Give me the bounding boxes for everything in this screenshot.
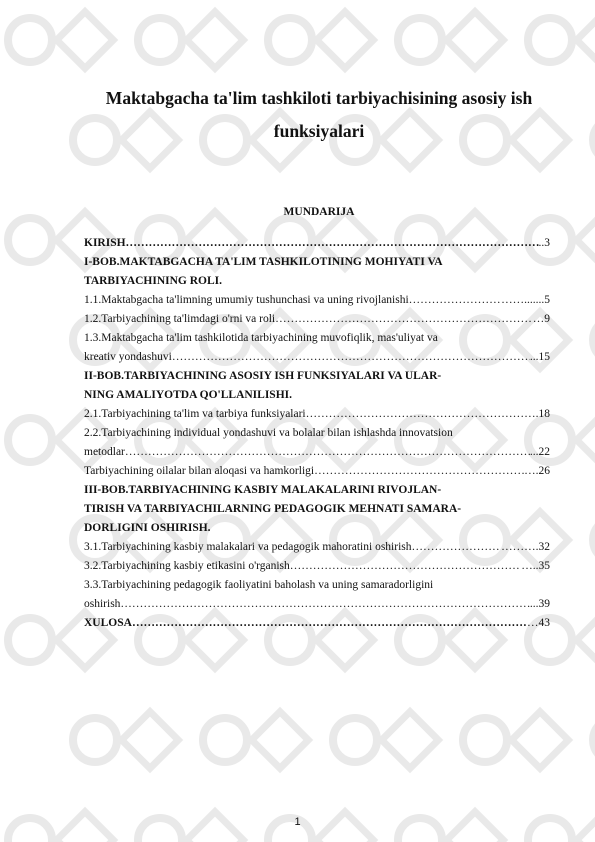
toc-entry [84,463,550,479]
page-number: 1 [294,816,301,828]
toc-entry [84,444,550,460]
toc-leader-dots [306,406,525,422]
document-title-line-2: funksiyalari [273,121,365,141]
toc-entry [84,387,550,403]
toc-entry [84,501,550,517]
toc-entry [84,406,550,422]
toc-entry-label: TIRISH VA TARBIYACHILARNING PEDAGOGIK MEHNATI SAMARA- [84,503,462,515]
toc-entry [84,615,550,631]
toc-entry-label: kreativ yondashuvi [84,351,172,363]
toc-entry [84,482,550,498]
toc-entry-label: 2.2.Tarbiyachining individual yondashuvi va bolalar bilan ishlashda innovatsion [84,427,453,439]
toc-entry-label: oshirish [84,598,121,610]
toc-entry [84,577,550,593]
toc-entry-label: 1.3.Maktabgacha ta'lim tashkilotida tarbiyachining muvofiqlik, mas'uliyat va [84,332,438,344]
toc-entry-page: ...22 [529,446,550,458]
toc-entry-page: …43 [527,617,550,629]
toc-entry-label: II-BOB.TARBIYACHINING ASOSIY ISH FUNKSIYALARI VA ULAR- [84,370,442,382]
toc-entry-label: Tarbiyachining oilalar bilan aloqasi va hamkorligi [84,465,315,477]
toc-entry [84,539,550,555]
toc-entry-label: I-BOB.MAKTABGACHA TA'LIM TASHKILOTINING MOHIYATI VA [84,256,443,268]
toc-leader-dots [412,539,502,555]
toc-entry-label: 3.2.Tarbiyachining kasbiy etikasini o'rganish [84,560,290,572]
toc-entry-page: …….......5 [501,294,550,306]
toc-entry [84,596,550,612]
toc-entry-label: TARBIYACHINING ROLI. [84,275,223,287]
toc-leader-dots [126,235,539,251]
toc-leader-dots [275,311,533,327]
toc-entry-page: ..3 [538,237,550,249]
toc-leader-dots [314,463,524,479]
toc-entry-label: 1.2.Tarbiyachining ta'limdagi o'rni va roli [84,313,276,325]
document-title-line-1: Maktabgacha ta'lim tashkiloti tarbiyachisining asosiy ish [105,88,533,108]
toc-leader-dots [132,615,527,631]
toc-entry-label: 3.3.Tarbiyachining pedagogik faoliyatini baholash va uning samaradorligini [84,579,434,591]
toc-leader-dots [290,558,521,574]
toc-entry [84,520,550,536]
toc-entry-label: 1.1.Maktabgacha ta'limning umumiy tushunchasi va uning rivojlanishi [84,294,409,306]
toc-entry [84,235,550,251]
toc-entry-page: ……….32 [501,541,550,553]
toc-entry-page: ...15 [529,351,550,363]
toc-entry [84,558,550,574]
toc-entry-label: III-BOB.TARBIYACHINING KASBIY MALAKALARINI RIVOJLAN- [84,484,442,496]
toc-entry-label: 3.1.Tarbiyachining kasbiy malakalari va pedagogik mahoratini oshirish [84,541,412,553]
toc-entry [84,273,550,289]
toc-entry [84,368,550,384]
toc-entry-label: 2.1.Tarbiyachining ta'lim va tarbiya funksiyalari [84,408,306,420]
toc-entry [84,330,550,346]
toc-leader-dots [125,444,530,460]
toc-heading: MUNDARIJA [283,206,355,218]
toc-entry-page: …..35 [521,560,550,572]
toc-entry-page: ...39 [529,598,550,610]
toc-entry [84,425,550,441]
toc-entry-label: XULOSA [84,617,132,629]
toc-leader-dots [172,349,530,365]
toc-entry-label: metodlar [84,446,125,458]
toc-leader-dots [120,596,529,612]
toc-entry-page: …9 [532,313,550,325]
toc-entry-label: NING AMALIYOTDA QO'LLANILISHI. [84,389,292,401]
toc-entry [84,349,550,365]
toc-entry [84,311,550,327]
toc-entry-label: KIRISH [84,237,126,249]
toc-leader-dots [409,292,501,308]
toc-entry [84,254,550,270]
toc-entry-page: ….18 [524,408,550,420]
toc-entry [84,292,550,308]
toc-entry-label: DORLIGINI OSHIRISH. [84,522,211,534]
toc-entry-page: ….26 [524,465,550,477]
